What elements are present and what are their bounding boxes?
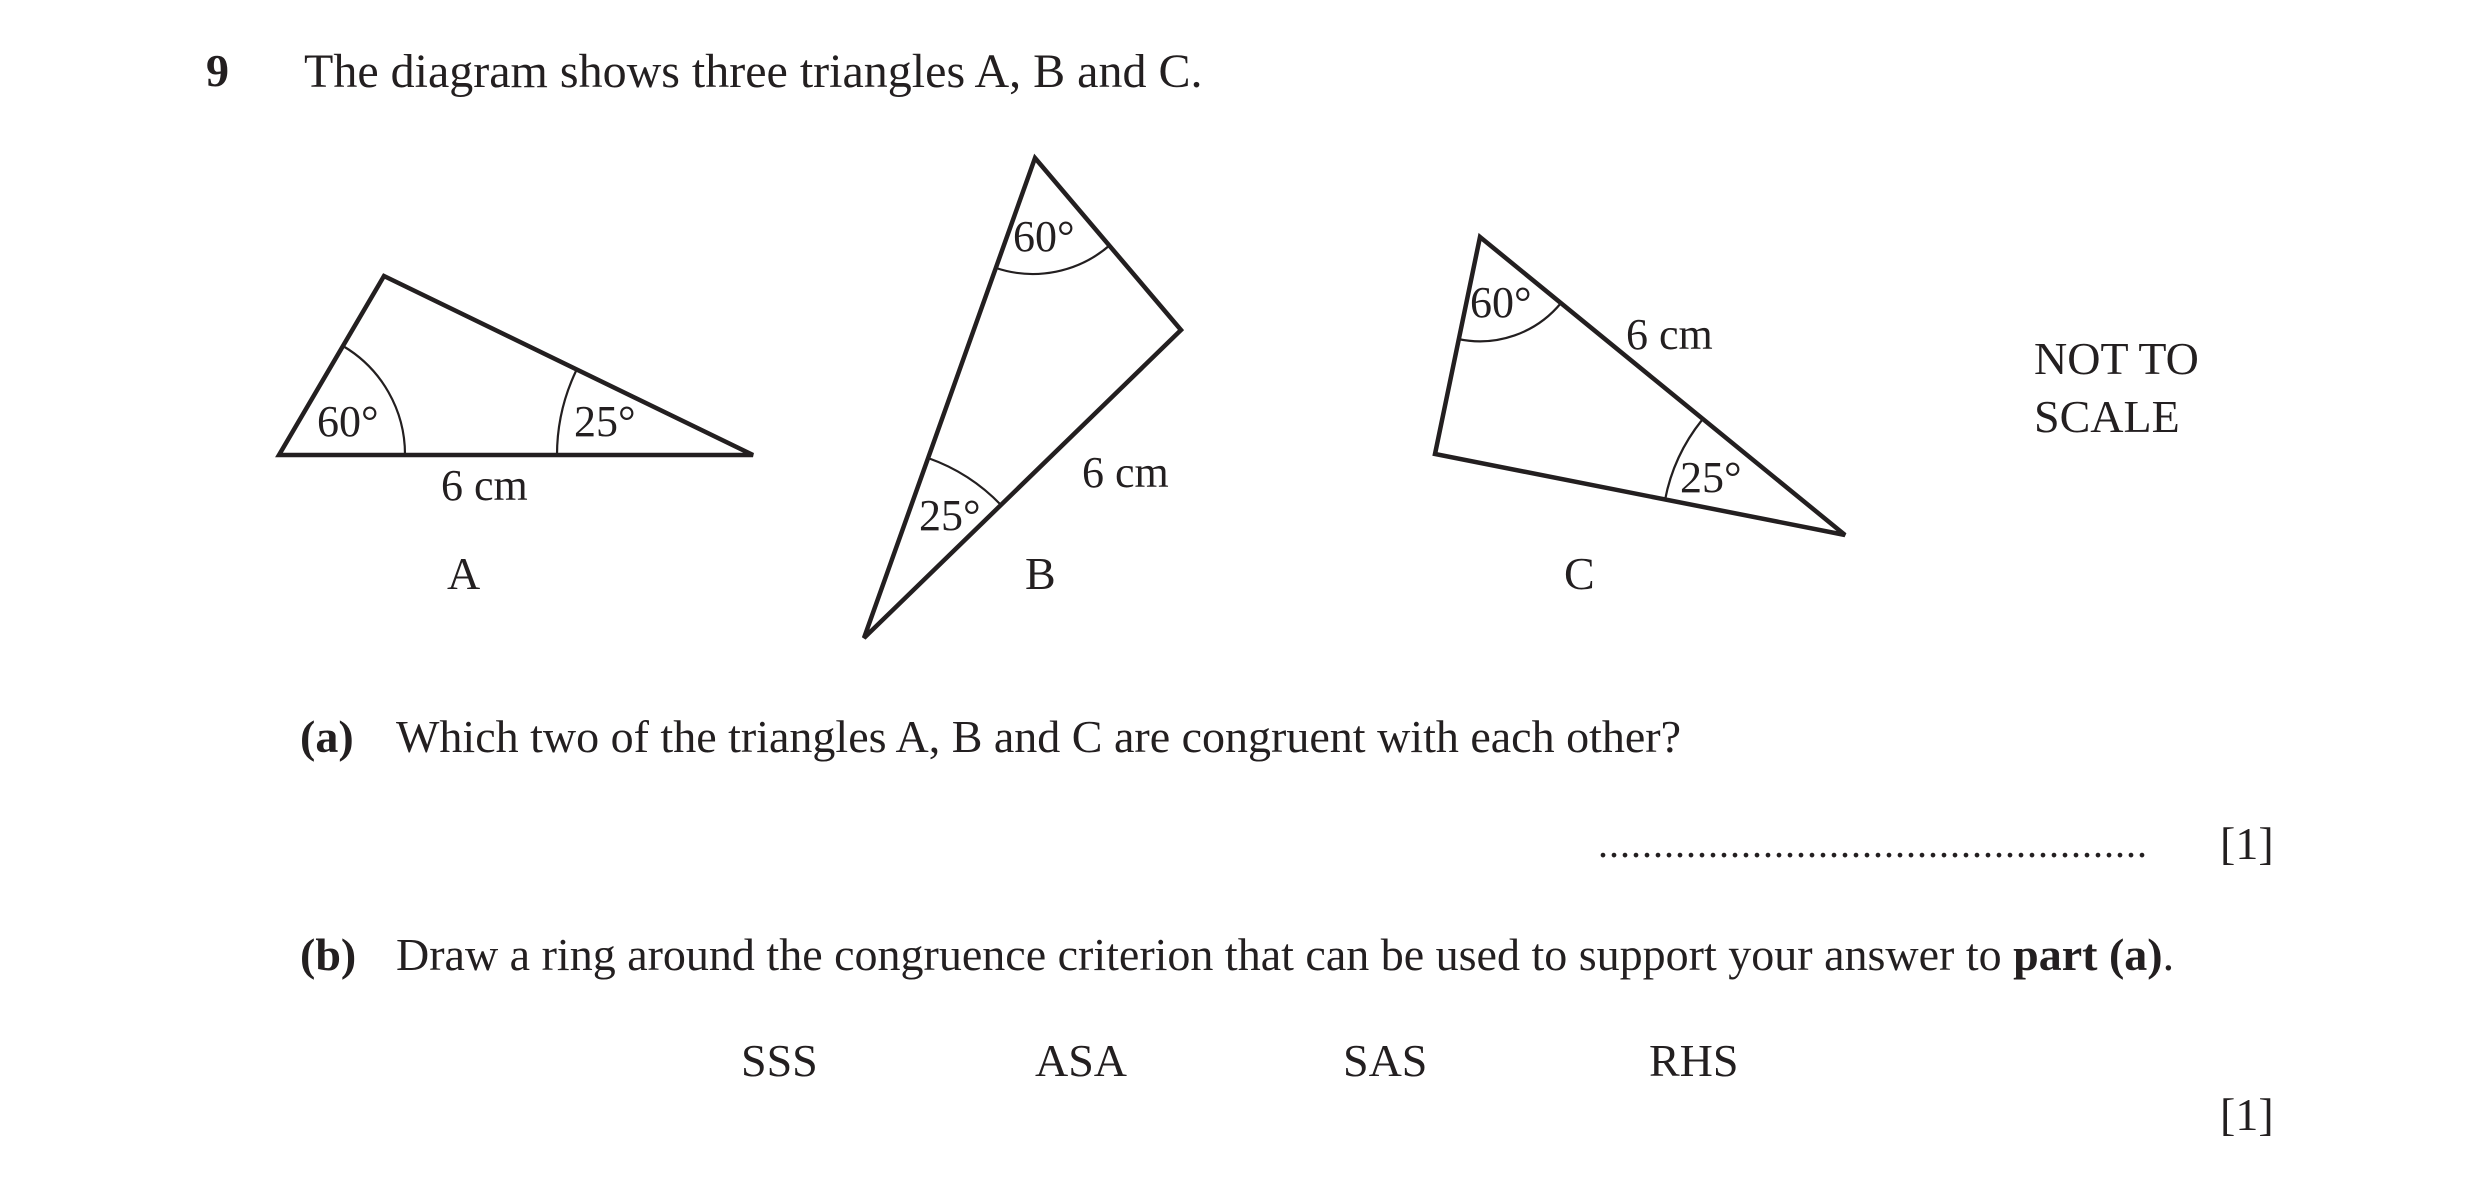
part-b-text-bold: part (a) — [2013, 929, 2163, 980]
question-number: 9 — [206, 45, 229, 96]
triangle-b-side-label: 6 cm — [1082, 448, 1169, 497]
question-intro: The diagram shows three triangles A, B and C. — [304, 45, 1203, 98]
triangle-b-label: B — [1025, 548, 1056, 599]
option-rhs[interactable]: RHS — [1649, 1035, 1739, 1086]
triangle-c-label: C — [1564, 548, 1595, 599]
triangle-a-label: A — [447, 548, 481, 599]
triangle-a-angle-25-label: 25° — [574, 397, 636, 446]
part-a-answer-line[interactable]: .................................................. — [1598, 821, 2148, 866]
not-to-scale-line2: SCALE — [2034, 391, 2180, 442]
triangle-a — [279, 276, 753, 599]
triangle-b-angle-60-label: 60° — [1013, 212, 1075, 261]
triangle-c — [1435, 237, 1845, 599]
triangle-c-side-label: 6 cm — [1626, 310, 1713, 359]
part-b-marks: [1] — [2220, 1089, 2274, 1140]
triangle-c-angle-25-label: 25° — [1680, 453, 1742, 502]
option-asa[interactable]: ASA — [1035, 1035, 1128, 1086]
triangle-a-angle-60-label: 60° — [317, 397, 379, 446]
not-to-scale-line1: NOT TO — [2034, 333, 2199, 384]
part-b-text-after: . — [2162, 929, 2175, 980]
triangle-b — [864, 158, 1181, 638]
part-b-question — [396, 928, 2174, 981]
part-b-label: (b) — [300, 929, 357, 980]
part-a-question: Which two of the triangles A, B and C are congruent with each other? — [396, 711, 1682, 762]
part-a-label: (a) — [300, 711, 354, 762]
option-sss[interactable]: SSS — [741, 1035, 818, 1086]
triangle-a-side-label: 6 cm — [441, 461, 528, 510]
option-sas[interactable]: SAS — [1343, 1035, 1428, 1086]
part-b-text-before: Draw a ring around the congruence criterion that can be used to support your answer to — [396, 929, 2014, 980]
triangle-c-angle-60-label: 60° — [1470, 278, 1532, 327]
triangle-b-angle-25-label: 25° — [919, 491, 981, 540]
not-to-scale-note — [2034, 330, 2199, 446]
part-a-marks: [1] — [2220, 818, 2274, 869]
